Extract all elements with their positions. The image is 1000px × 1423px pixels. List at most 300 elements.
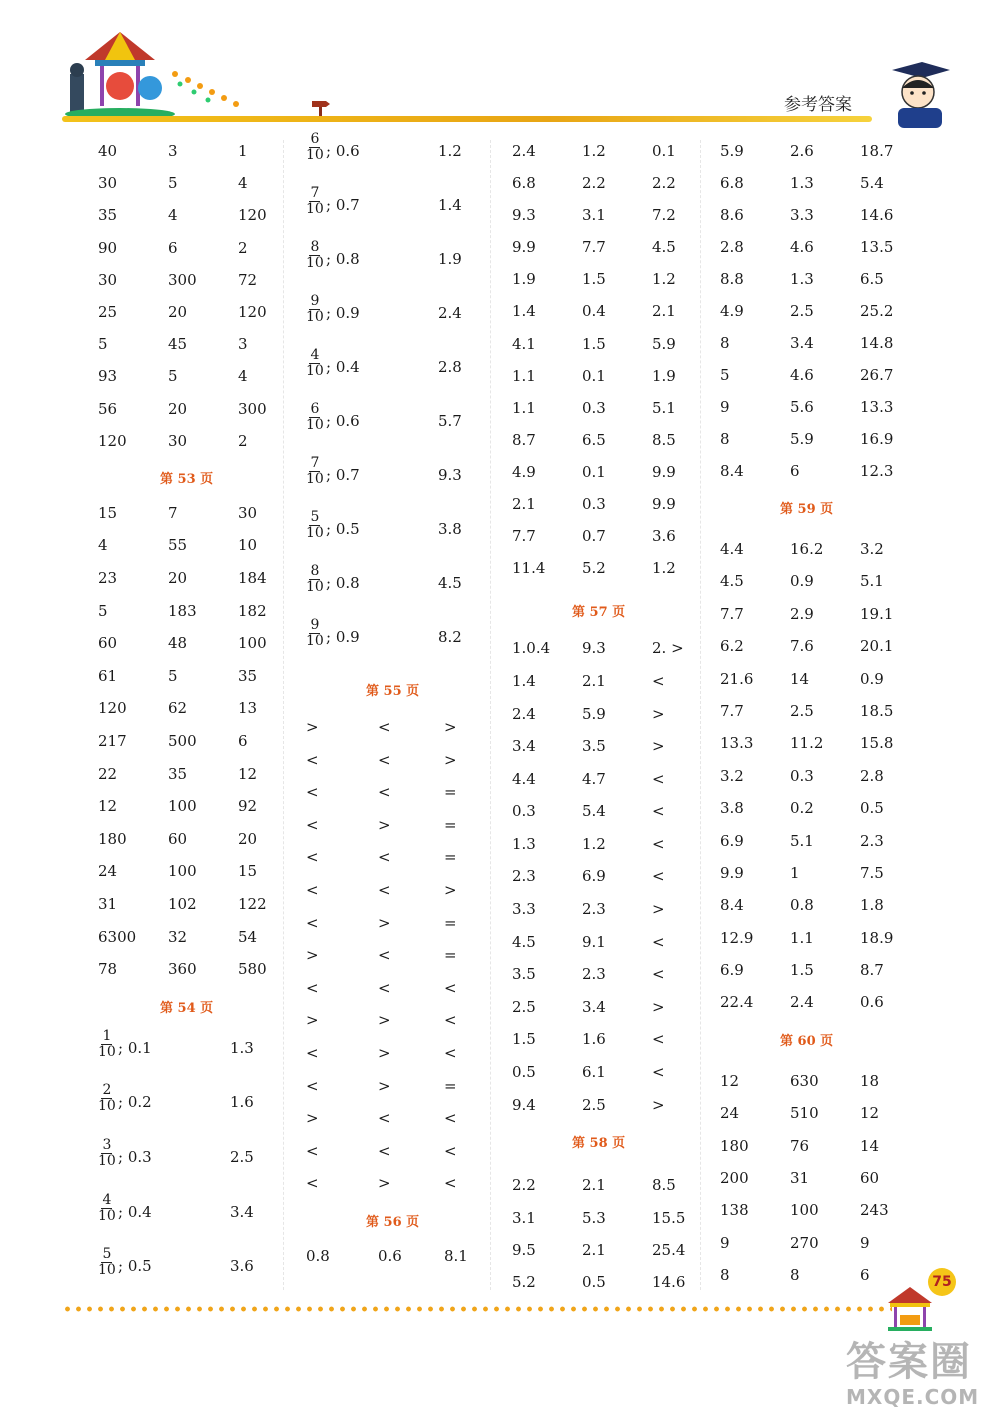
fraction-row	[306, 348, 486, 402]
answer-row	[512, 555, 697, 587]
answer-row	[512, 1269, 697, 1301]
answer-value: <	[652, 867, 665, 886]
answer-value: <	[652, 834, 665, 853]
answer-row	[306, 747, 486, 780]
answer-row	[306, 812, 486, 845]
answer-value: <	[306, 1141, 319, 1160]
fraction	[306, 348, 324, 379]
answer-value: 18.9	[860, 928, 894, 947]
answer-value: 183	[168, 601, 197, 620]
answer-value: <	[306, 1043, 319, 1062]
answer-value: 60	[98, 634, 118, 653]
fraction-denominator: 10	[306, 201, 324, 217]
fraction	[98, 1083, 116, 1114]
answer-value: 15.8	[860, 734, 894, 753]
answer-block	[512, 138, 697, 587]
answer-value: 7.7	[512, 527, 536, 546]
answer-value: 14	[860, 1136, 880, 1155]
answer-value: 8.8	[720, 270, 744, 288]
column-divider	[700, 140, 701, 1290]
fraction-denominator: 10	[98, 1262, 116, 1279]
answer-value: <	[378, 750, 391, 769]
answer-value: >	[378, 1076, 391, 1095]
answer-row	[720, 568, 900, 600]
answer-value: 3.8	[720, 799, 744, 818]
answer-row	[98, 331, 278, 363]
answer-value: 6.1	[582, 1063, 606, 1082]
answer-value: <	[306, 815, 319, 834]
answer-value: 2.1	[582, 671, 606, 690]
answer-value: 2.1	[512, 495, 536, 514]
answer-value: 30	[98, 270, 118, 289]
answer-value: 9	[720, 1233, 730, 1252]
answer-value: 200	[720, 1169, 749, 1188]
answer-row	[720, 925, 900, 957]
answer-value: 3.6	[230, 1257, 254, 1276]
answer-row	[512, 896, 697, 929]
answer-value: >	[378, 1011, 391, 1030]
answer-row	[512, 459, 697, 491]
section-heading: 第 53 页	[160, 471, 214, 487]
answer-row	[306, 779, 486, 812]
fraction	[306, 456, 324, 487]
answer-value: 11.2	[790, 734, 824, 753]
fraction-numerator: 8	[310, 563, 320, 579]
answer-row	[720, 426, 900, 458]
answer-row	[720, 1100, 900, 1132]
answer-value: 20	[168, 569, 188, 588]
answer-value: 14	[790, 669, 810, 688]
answer-row	[98, 924, 278, 957]
answer-value: 6.9	[720, 831, 744, 850]
answer-value: 184	[238, 569, 267, 588]
answer-value: =	[444, 913, 457, 932]
answer-value: 62	[168, 699, 188, 718]
fraction-row	[306, 132, 486, 186]
answer-value: 22.4	[720, 993, 754, 1012]
answer-value: <	[378, 1109, 391, 1128]
answer-value: <	[306, 880, 319, 899]
section-heading: 第 55 页	[366, 684, 420, 699]
fraction-row	[98, 1193, 278, 1248]
answer-value: 8	[790, 1266, 800, 1285]
answer-row	[720, 330, 900, 362]
answer-value: >	[378, 1174, 391, 1193]
answer-value: 5.2	[512, 1273, 536, 1292]
answer-value: 2.5	[790, 701, 814, 720]
watermark-text: 答案圈	[846, 1339, 972, 1385]
answer-value: 1.0.4	[512, 639, 551, 658]
answer-value: 180	[720, 1136, 749, 1155]
answer-value: 3.1	[512, 1208, 536, 1227]
answer-value: 4	[98, 536, 108, 555]
answer-value: 4.5	[438, 574, 462, 592]
answer-value: 5.1	[860, 572, 884, 591]
fraction-row	[306, 240, 486, 294]
answer-value: 76	[790, 1136, 810, 1155]
answer-row	[98, 235, 278, 267]
answer-value: <	[652, 1063, 665, 1082]
answer-value: 3.2	[720, 766, 744, 785]
answer-row	[720, 394, 900, 426]
answer-value: 180	[98, 829, 127, 848]
answer-row	[720, 202, 900, 234]
answer-row	[512, 202, 697, 234]
answer-value: 2.8	[860, 766, 884, 785]
answer-value: 0.8	[790, 896, 814, 915]
answer-value: 0.5	[582, 1273, 606, 1292]
answer-value: 9.9	[652, 462, 676, 481]
answer-value: 1.6	[230, 1093, 254, 1112]
answer-value: 1.1	[512, 398, 536, 417]
fraction-row	[306, 294, 486, 348]
answer-value: >	[378, 815, 391, 834]
answer-value: 4.5	[720, 572, 744, 591]
fraction-denominator: 10	[306, 309, 324, 325]
answer-value: 13.5	[860, 238, 894, 256]
answer-row	[720, 1165, 900, 1197]
answer-row	[98, 532, 278, 565]
answer-row	[306, 1170, 486, 1203]
answer-value: 300	[238, 399, 267, 418]
answer-row	[512, 994, 697, 1027]
fraction	[306, 510, 324, 541]
answer-value: 0.3	[512, 802, 536, 821]
answer-value: 14.8	[860, 334, 894, 352]
answer-row	[512, 298, 697, 330]
answer-row	[98, 202, 278, 234]
answer-value: 2.3	[582, 900, 606, 919]
fraction-numerator: 5	[310, 509, 320, 525]
answer-value: <	[444, 1109, 457, 1128]
answer-row	[98, 728, 278, 761]
answer-value: >	[378, 1043, 391, 1062]
answer-value: 1.8	[860, 896, 884, 915]
answer-value: 102	[168, 895, 197, 913]
answer-value: 7	[168, 503, 178, 522]
answer-column-4	[720, 138, 900, 1295]
page-title: 参考答案	[784, 95, 852, 115]
answer-value: 1.3	[790, 270, 814, 288]
answer-row	[512, 961, 697, 994]
fraction	[306, 186, 324, 217]
answer-value: 55	[168, 536, 188, 555]
answer-row	[720, 1197, 900, 1229]
answer-value: 5.2	[582, 559, 606, 578]
fraction-numerator: 4	[102, 1191, 112, 1208]
answer-value: 3.2	[860, 540, 884, 558]
answer-row	[512, 1059, 697, 1092]
answer-value: 8.5	[652, 1176, 676, 1195]
answer-value: 35	[168, 764, 188, 783]
fraction-denominator: 10	[98, 1043, 116, 1060]
fraction	[98, 1029, 116, 1060]
answer-value: 0.6	[378, 1246, 402, 1265]
answer-value: >	[306, 1011, 319, 1030]
answer-value: 2.1	[652, 302, 676, 321]
fraction-row	[306, 186, 486, 240]
answer-row	[720, 1230, 900, 1262]
answer-value: 13	[238, 699, 258, 718]
answer-value: 2.4	[790, 993, 814, 1012]
answer-row	[512, 266, 697, 298]
answer-value: 2	[238, 431, 248, 450]
answer-value: >	[652, 900, 665, 919]
answer-value: 2.5	[230, 1147, 254, 1166]
answer-value: 0.1	[582, 366, 606, 385]
answer-row	[306, 877, 486, 910]
answer-value: 92	[238, 797, 258, 816]
answer-row	[512, 395, 697, 427]
answer-value: 32	[168, 927, 188, 946]
answer-value: 3.4	[790, 334, 814, 352]
answer-value: 580	[238, 960, 267, 979]
answer-value: 14.6	[860, 206, 894, 224]
fraction-denominator: 10	[306, 363, 324, 379]
answer-row	[306, 714, 486, 747]
answer-row	[512, 766, 697, 799]
answer-value: 1.2	[582, 142, 606, 160]
decimal-value: ; 0.6	[326, 412, 360, 430]
answer-value: >	[444, 718, 457, 736]
answer-row	[512, 234, 697, 266]
answer-value: 5.3	[582, 1208, 606, 1227]
answer-value: 100	[238, 634, 267, 653]
answer-row	[720, 892, 900, 924]
answer-value: >	[306, 1109, 319, 1128]
answer-value: 3.6	[652, 527, 676, 546]
section-heading: 第 58 页	[572, 1136, 626, 1152]
answer-value: 4.4	[512, 769, 536, 788]
answer-value: 0.9	[790, 572, 814, 591]
answer-row	[98, 761, 278, 794]
answer-row	[512, 1172, 697, 1204]
answer-value: 1	[238, 142, 248, 160]
fraction-numerator: 8	[310, 239, 320, 255]
answer-value: 8.6	[720, 206, 744, 224]
answer-value: 18.5	[860, 701, 894, 720]
answer-value: >	[652, 737, 665, 756]
answer-column-2	[306, 132, 486, 1276]
answer-row	[98, 858, 278, 891]
fraction-row	[98, 1083, 278, 1138]
answer-value: 93	[98, 367, 118, 386]
answer-value: <	[306, 978, 319, 997]
answer-row	[98, 565, 278, 598]
answer-value: 6.5	[582, 430, 606, 449]
answer-value: <	[378, 946, 391, 965]
decimal-value: ; 0.4	[326, 358, 360, 376]
comparison-block	[306, 714, 486, 1203]
answer-value: 6.9	[582, 867, 606, 886]
answer-value: 1.4	[512, 302, 536, 321]
answer-value: 2.4	[512, 142, 536, 160]
answer-value: 2.2	[582, 174, 606, 193]
answer-value: >	[444, 750, 457, 769]
answer-row	[720, 138, 900, 170]
answer-value: 15	[98, 503, 118, 522]
answer-value: 7.5	[860, 863, 884, 882]
answer-value: 21.6	[720, 669, 754, 688]
fraction-row	[306, 510, 486, 564]
answer-value: >	[652, 1095, 665, 1114]
answer-value: 9.5	[512, 1241, 536, 1259]
answer-value: 100	[168, 862, 197, 881]
answer-block	[98, 500, 278, 989]
answer-value: 3.4	[512, 737, 536, 756]
answer-value: 40	[98, 142, 118, 160]
fraction-numerator: 9	[310, 293, 320, 309]
answer-row	[98, 793, 278, 826]
answer-value: 5.9	[720, 142, 744, 160]
answer-row	[720, 298, 900, 330]
answer-value: 20	[238, 829, 258, 848]
answer-row	[720, 730, 900, 762]
answer-value: 22	[98, 764, 118, 783]
answer-value: 8	[720, 1266, 730, 1285]
answer-value: =	[444, 1076, 457, 1095]
answer-row	[306, 844, 486, 877]
answer-row	[720, 763, 900, 795]
section-heading: 第 56 页	[366, 1214, 420, 1230]
answer-value: <	[444, 1043, 457, 1062]
fraction	[306, 294, 324, 325]
answer-row	[98, 891, 278, 924]
answer-value: 3.4	[230, 1202, 254, 1221]
answer-value: 4.5	[652, 238, 676, 257]
answer-value: 2.3	[512, 867, 536, 886]
answer-value: =	[444, 783, 457, 802]
answer-value: 7.7	[582, 238, 606, 257]
answer-value: 8.2	[438, 628, 462, 646]
fraction-row	[306, 618, 486, 672]
answer-row	[98, 956, 278, 989]
answer-value: 18	[860, 1071, 880, 1090]
answer-row	[720, 1262, 900, 1294]
fraction-numerator: 9	[310, 617, 320, 633]
answer-value: 30	[98, 174, 118, 193]
answer-value: 4.5	[512, 932, 536, 951]
answer-value: 5	[168, 666, 178, 685]
answer-value: 1.4	[512, 671, 536, 690]
mini-carousel-illustration	[880, 1285, 940, 1333]
answer-row	[720, 362, 900, 394]
answer-value: 9.9	[512, 238, 536, 257]
answer-value: <	[652, 932, 665, 951]
answer-value: 3	[238, 335, 248, 354]
answer-row	[512, 929, 697, 962]
fraction-row	[98, 1029, 278, 1084]
answer-value: 15	[238, 862, 258, 881]
carousel-illustration	[60, 22, 310, 122]
answer-value: 1.4	[438, 196, 462, 214]
answer-value: 23	[98, 569, 118, 588]
answer-value: 24	[98, 862, 118, 881]
answer-value: 138	[720, 1201, 749, 1220]
answer-value: 1.9	[512, 270, 536, 289]
answer-row	[512, 798, 697, 831]
answer-value: 2.1	[582, 1241, 606, 1259]
answer-value: 56	[98, 399, 118, 418]
answer-value: 31	[790, 1169, 810, 1188]
fraction-row	[306, 564, 486, 618]
answer-value: 6	[790, 462, 800, 480]
answer-value: <	[444, 978, 457, 997]
answer-value: 72	[238, 270, 258, 289]
answer-value: 10	[238, 536, 258, 555]
answer-value: 6	[860, 1266, 870, 1285]
answer-value: 3.5	[582, 737, 606, 756]
answer-row	[512, 1237, 697, 1269]
answer-value: <	[306, 848, 319, 867]
answer-value: 0.7	[582, 527, 606, 546]
answer-row	[720, 234, 900, 266]
answer-row	[98, 500, 278, 533]
section-heading: 第 54 页	[160, 1000, 214, 1016]
answer-value: 0.6	[860, 993, 884, 1012]
answer-value: 2.8	[720, 238, 744, 256]
answer-value: 61	[98, 666, 118, 685]
answer-value: =	[444, 946, 457, 965]
answer-value: 100	[168, 797, 197, 816]
answer-value: >	[306, 946, 319, 965]
answer-value: 7.7	[720, 604, 744, 623]
footer-dotted-rule	[62, 1306, 892, 1312]
answer-value: 25	[98, 302, 118, 321]
answer-row	[720, 666, 900, 698]
answer-value: 3.1	[582, 206, 606, 225]
answer-value: 1.3	[230, 1038, 254, 1057]
fraction-denominator: 10	[98, 1152, 116, 1169]
fraction	[306, 132, 324, 163]
answer-column-1	[98, 138, 278, 1302]
answer-value: 2.9	[790, 604, 814, 623]
fraction-row	[306, 402, 486, 456]
answer-value: 78	[98, 960, 118, 979]
answer-value: 0.1	[582, 462, 606, 481]
answer-value: 7.2	[652, 206, 676, 225]
answer-row	[512, 427, 697, 459]
answer-value: 2.5	[582, 1095, 606, 1114]
answer-value: 7.7	[720, 701, 744, 720]
answer-row	[98, 428, 278, 460]
answer-value: 1.6	[582, 1030, 606, 1049]
answer-block	[720, 1068, 900, 1295]
answer-value: <	[652, 1030, 665, 1049]
answer-value: 8	[720, 430, 730, 448]
fraction	[306, 402, 324, 433]
answer-value: <	[652, 769, 665, 788]
answer-value: 4	[238, 174, 248, 193]
answer-row	[720, 266, 900, 298]
fraction-denominator: 10	[306, 255, 324, 271]
answer-value: 5	[98, 601, 108, 620]
answer-row	[720, 458, 900, 490]
answer-value: 243	[860, 1201, 889, 1220]
fraction-numerator: 5	[102, 1246, 112, 1263]
decimal-value: ; 0.8	[326, 574, 360, 592]
answer-value: 3.8	[438, 520, 462, 538]
answer-column-3	[512, 138, 697, 1302]
answer-value: 5.7	[438, 412, 462, 430]
answer-value: 14.6	[652, 1273, 686, 1292]
fraction-denominator: 10	[98, 1207, 116, 1224]
answer-value: 2	[238, 238, 248, 257]
answer-value: <	[652, 965, 665, 984]
answer-value: 15.5	[652, 1208, 686, 1227]
fraction-block	[98, 1029, 278, 1302]
answer-value: >	[444, 880, 457, 899]
